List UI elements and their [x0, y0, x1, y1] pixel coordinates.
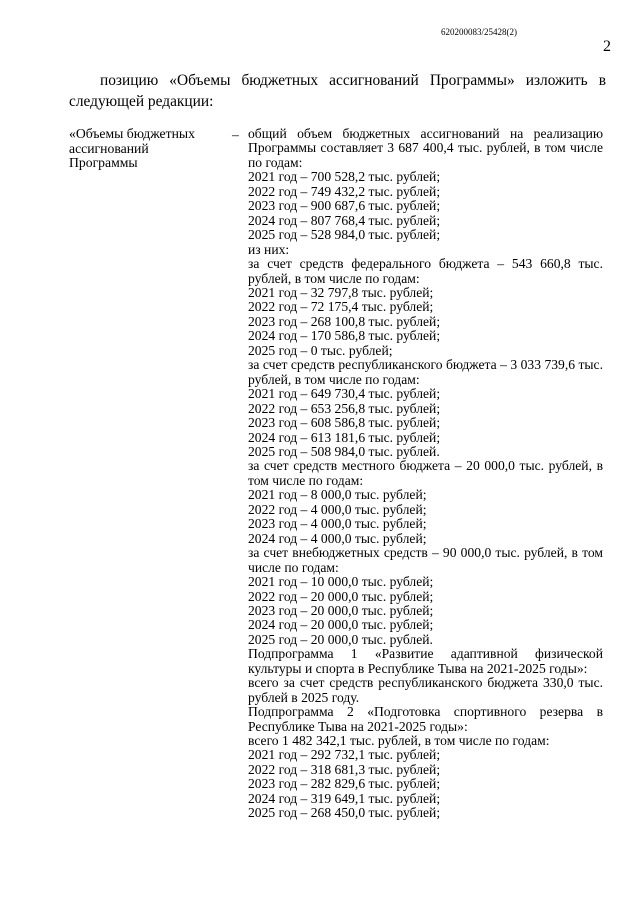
budget-line: 2021 год – 32 797,8 тыс. рублей;	[248, 284, 434, 300]
budget-paragraph: за счет средств местного бюджета – 20 000,0 тыс. рублей, в том числе по годам:	[248, 458, 603, 488]
budget-line: 2024 год – 319 649,1 тыс. рублей;	[248, 790, 441, 806]
budget-line: 2023 год – 4 000,0 тыс. рублей;	[248, 516, 427, 532]
budget-line: 2024 год – 170 586,8 тыс. рублей;	[248, 328, 441, 344]
budget-line: 2021 год – 10 000,0 тыс. рублей;	[248, 574, 434, 590]
budget-line: из них:	[248, 241, 290, 257]
budget-line: 2025 год – 528 984,0 тыс. рублей;	[248, 227, 441, 243]
budget-line: 2021 год – 649 730,4 тыс. рублей;	[248, 386, 441, 402]
budget-line: 2025 год – 20 000,0 тыс. рублей.	[248, 631, 433, 647]
budget-line: 2022 год – 4 000,0 тыс. рублей;	[248, 501, 427, 517]
budget-paragraph: за счет внебюджетных средств – 90 000,0 тыс. рублей, в том числе по годам:	[248, 545, 603, 575]
budget-line: 2023 год – 268 100,8 тыс. рублей;	[248, 313, 441, 329]
budget-line: 2021 год – 8 000,0 тыс. рублей;	[248, 487, 427, 503]
budget-line: 2022 год – 653 256,8 тыс. рублей;	[248, 400, 441, 416]
budget-line: 2024 год – 807 768,4 тыс. рублей;	[248, 212, 441, 228]
section-label: «Объемы бюджетных ассигнований Программы	[69, 126, 195, 170]
budget-line: 2023 год – 900 687,6 тыс. рублей;	[248, 198, 441, 214]
budget-line: 2022 год – 72 175,4 тыс. рублей;	[248, 299, 434, 315]
budget-line: 2021 год – 700 528,2 тыс. рублей;	[248, 169, 441, 185]
budget-line: 2025 год – 508 984,0 тыс. рублей.	[248, 443, 440, 459]
budget-paragraph: Подпрограмма 1 «Развитие адаптивной физической культуры и спорта в Республике Тыва на 2021-2025 годы»:	[248, 646, 603, 676]
budget-line: 2025 год – 0 тыс. рублей;	[248, 342, 393, 358]
budget-line: 2022 год – 20 000,0 тыс. рублей;	[248, 588, 434, 604]
budget-line: 2024 год – 20 000,0 тыс. рублей;	[248, 617, 434, 633]
budget-line: 2025 год – 268 450,0 тыс. рублей;	[248, 805, 441, 821]
page-number: 2	[603, 38, 611, 55]
intro-paragraph: позицию «Объемы бюджетных ассигнований Программы» изложить в следующей редакции:	[69, 72, 606, 110]
budget-line: 2022 год – 318 681,3 тыс. рублей;	[248, 761, 441, 777]
budget-details	[248, 127, 603, 821]
budget-line: всего 1 482 342,1 тыс. рублей, в том числе по годам:	[248, 733, 550, 749]
budget-line: 2021 год – 292 732,1 тыс. рублей;	[248, 747, 441, 763]
document-number: 620200083/25428(2)	[441, 27, 517, 37]
budget-paragraph: за счет средств федерального бюджета – 543 660,8 тыс. рублей, в том числе по годам:	[248, 256, 603, 286]
budget-line: 2022 год – 749 432,2 тыс. рублей;	[248, 183, 441, 199]
budget-line: 2023 год – 608 586,8 тыс. рублей;	[248, 415, 441, 431]
budget-line: 2024 год – 613 181,6 тыс. рублей;	[248, 429, 441, 445]
label-dash: –	[232, 127, 239, 142]
budget-paragraph: общий объем бюджетных ассигнований на реализацию Программы составляет 3 687 400,4 тыс. рублей, в том числе по годам:	[248, 126, 603, 170]
budget-paragraph: за счет средств республиканского бюджета – 3 033 739,6 тыс. рублей, в том числе по годам:	[248, 357, 603, 387]
budget-paragraph: всего за счет средств республиканского бюджета 330,0 тыс. рублей в 2025 году.	[248, 675, 603, 705]
budget-paragraph: Подпрограмма 2 «Подготовка спортивного резерва в Республике Тыва на 2021-2025 годы»:	[248, 704, 603, 734]
budget-line: 2024 год – 4 000,0 тыс. рублей;	[248, 530, 427, 546]
budget-line: 2023 год – 20 000,0 тыс. рублей;	[248, 602, 434, 618]
budget-line: 2023 год – 282 829,6 тыс. рублей;	[248, 776, 441, 792]
